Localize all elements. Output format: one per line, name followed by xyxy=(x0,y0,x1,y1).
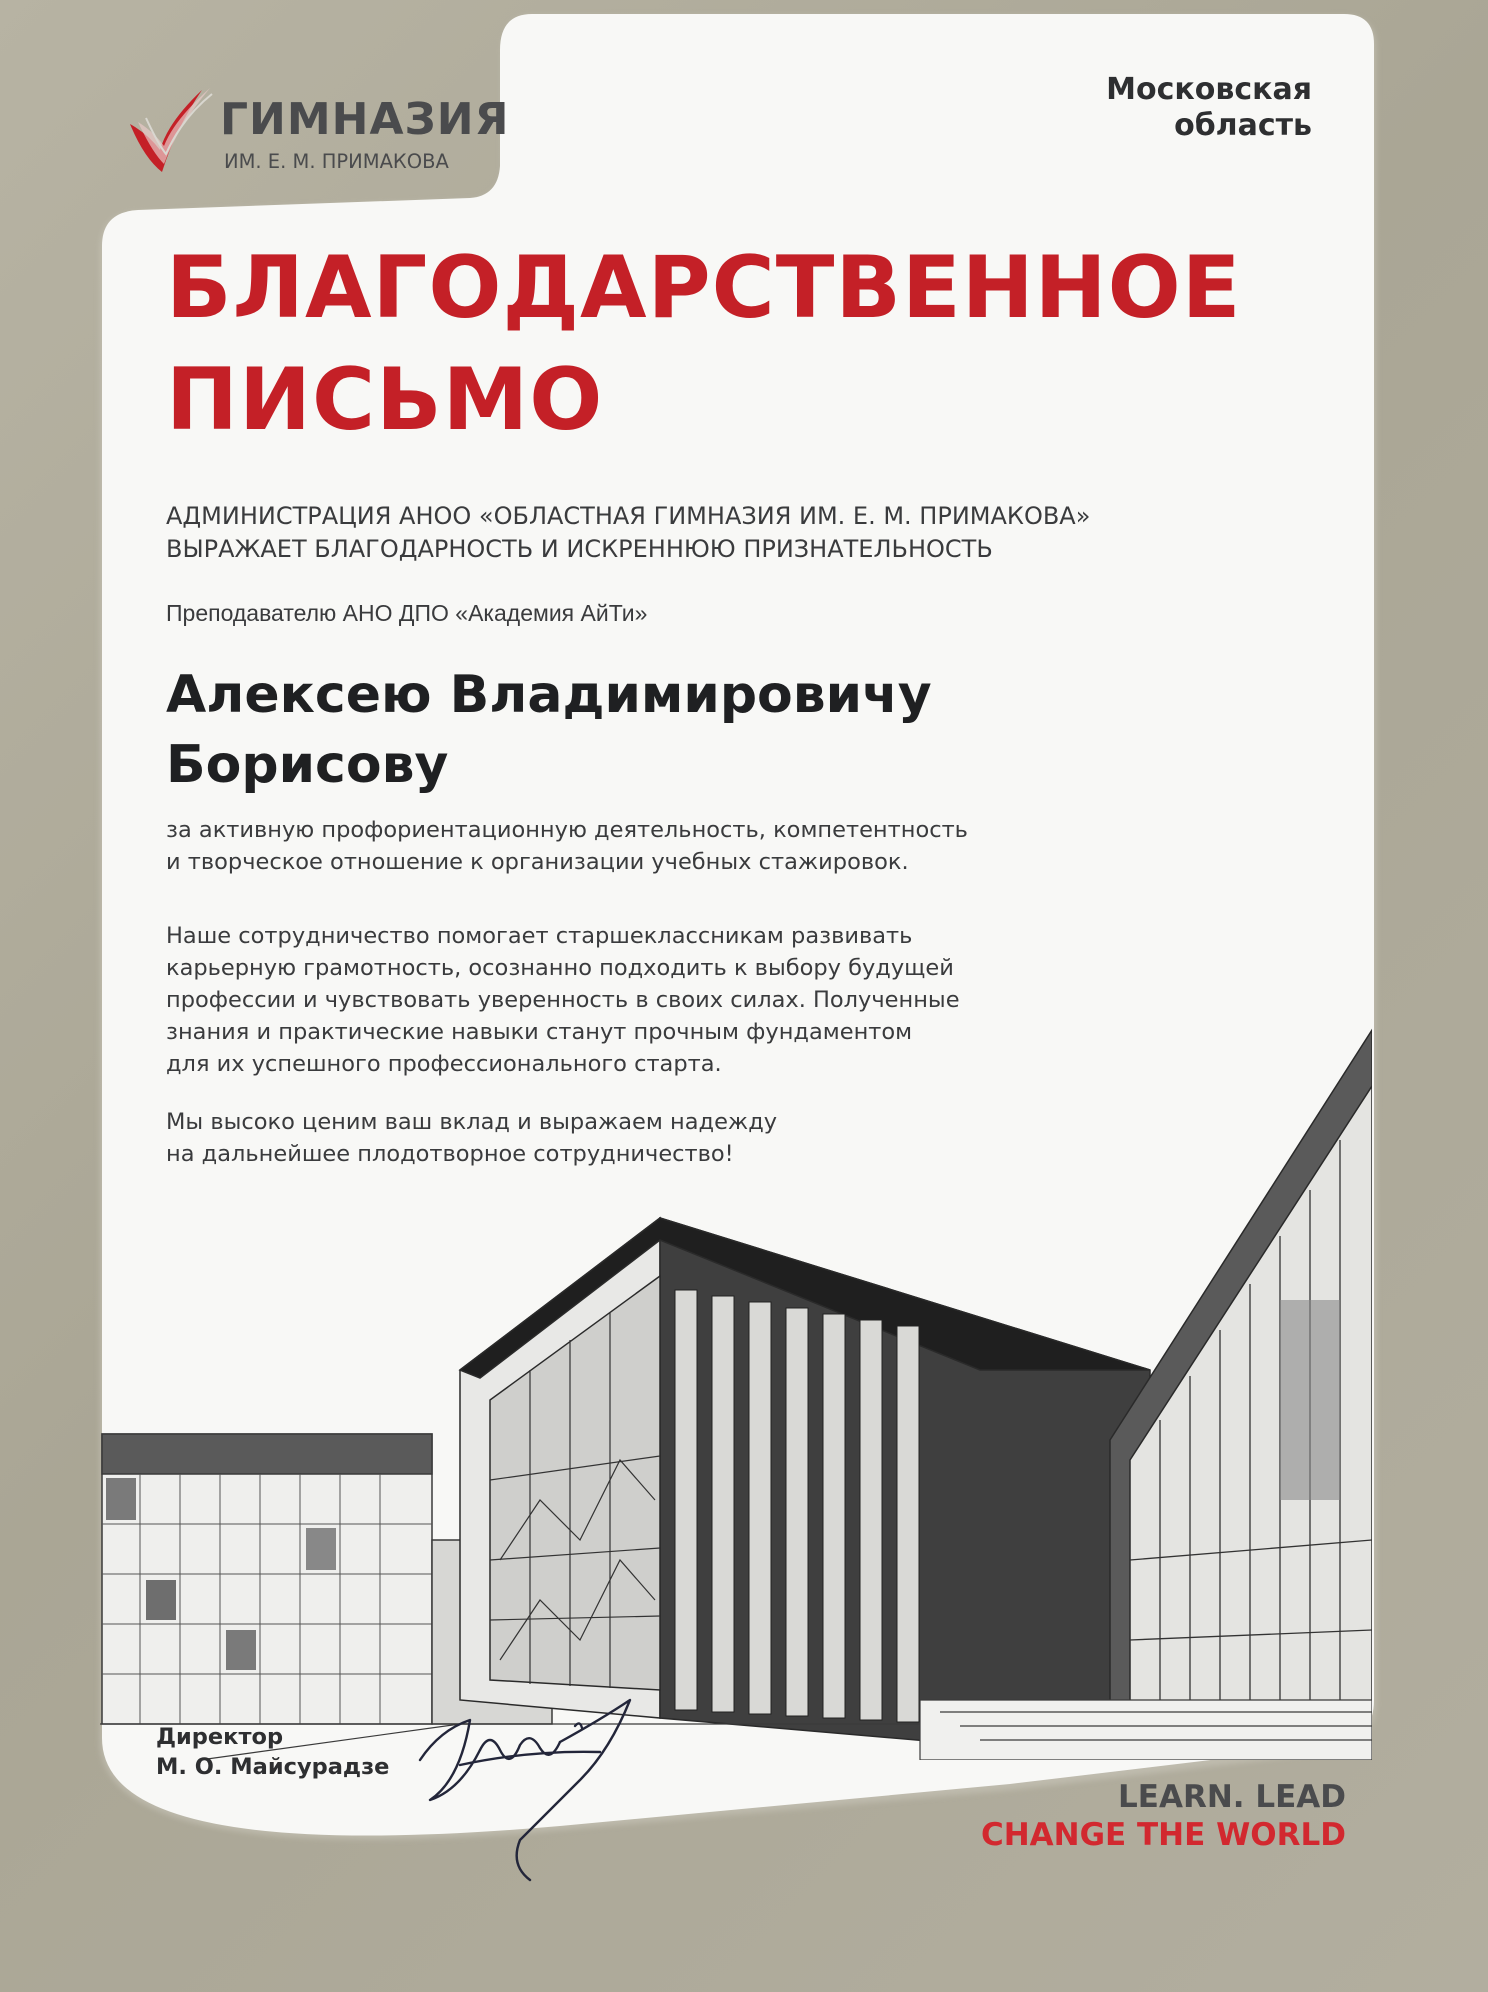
administration-statement xyxy=(166,500,1286,566)
checkmark-ribbon-icon xyxy=(124,88,214,188)
region-line-1: Московская xyxy=(1106,72,1312,107)
region-label xyxy=(1106,72,1312,144)
paragraph-line: профессии и чувствовать уверенность в своих силах. Полученные xyxy=(166,987,960,1013)
title-line-2: ПИСЬМО xyxy=(166,350,604,450)
central-building xyxy=(460,1218,1150,1760)
paragraph-1 xyxy=(166,814,1106,878)
region-line-2: область xyxy=(1174,108,1312,143)
recipient-name-line-2: Борисову xyxy=(166,735,449,795)
slogan xyxy=(981,1778,1346,1854)
paragraph-line: и творческое отношение к организации учебных стажировок. xyxy=(166,849,909,875)
paragraph-line: Наше сотрудничество помогает старшеклассникам развивать xyxy=(166,923,913,949)
recipient-role: Преподавателю АНО ДПО «Академия АйТи» xyxy=(166,600,648,626)
slogan-line-2: CHANGE THE WORLD xyxy=(980,1817,1346,1853)
handwritten-signature xyxy=(400,1690,650,1890)
admin-line-1: АДМИНИСТРАЦИЯ АНОО «ОБЛАСТНАЯ ГИМНАЗИЯ ИМ. Е. М. ПРИМАКОВА» xyxy=(166,502,1091,530)
building-sketch xyxy=(100,1000,1372,1760)
right-building xyxy=(1110,1030,1372,1760)
gymnasium-logo xyxy=(124,88,510,188)
director-position: Директор xyxy=(156,1724,284,1750)
recipient-name xyxy=(166,660,932,800)
logo-title: ГИМНАЗИЯ xyxy=(220,94,510,145)
recipient-name-line-1: Алексею Владимировичу xyxy=(166,665,932,725)
slogan-line-1: LEARN. LEAD xyxy=(1118,1779,1346,1815)
paragraph-line: за активную профориентационную деятельность, компетентность xyxy=(166,817,968,843)
admin-line-2: ВЫРАЖАЕТ БЛАГОДАРНОСТЬ И ИСКРЕННЮЮ ПРИЗНАТЕЛЬНОСТЬ xyxy=(166,535,993,563)
paragraph-line: на дальнейшее плодотворное сотрудничество! xyxy=(166,1141,734,1167)
director-name: М. О. Майсурадзе xyxy=(156,1754,390,1780)
paragraph-line: карьерную грамотность, осознанно подходить к выбору будущей xyxy=(166,955,954,981)
document-title xyxy=(166,232,1242,456)
logo-subtitle: ИМ. Е. М. ПРИМАКОВА xyxy=(224,150,449,173)
title-line-1: БЛАГОДАРСТВЕННОЕ xyxy=(166,238,1242,338)
paragraph-line: для их успешного профессионального старта. xyxy=(166,1051,722,1077)
director-block xyxy=(156,1722,389,1782)
paragraph-line: знания и практические навыки станут прочным фундаментом xyxy=(166,1019,913,1045)
paragraph-line: Мы высоко ценим ваш вклад и выражаем надежду xyxy=(166,1109,778,1135)
